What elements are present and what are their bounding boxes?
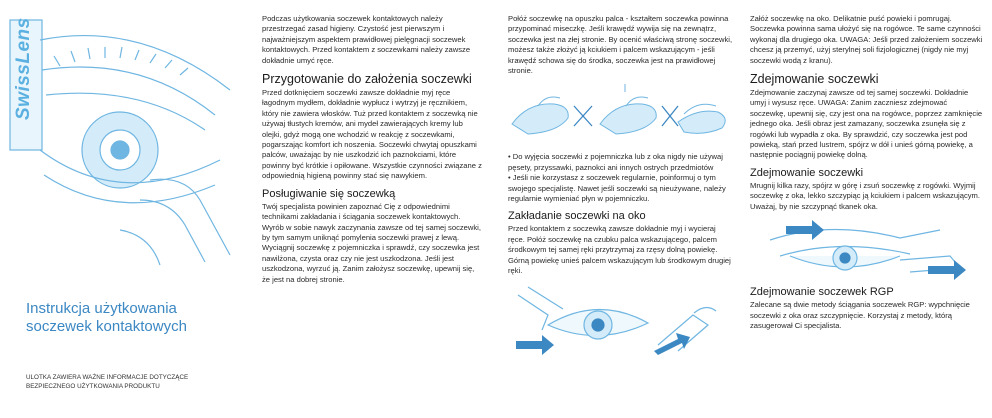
heading-removal-1: Zdejmowanie soczewki (750, 72, 879, 87)
insert-text: Przed kontaktem z soczewką zawsze dokładnie myj i wycieraj ręce. Połóż soczewkę na czubku palca wskazującego, palcem środkowym tej samej ręki przytrzymaj za rzęsy dolną powiekę. Górną powiekę unieś palcem wskazującym lub środkowym drugiej ręki. (508, 224, 731, 276)
arrow-icon (786, 220, 966, 280)
brand-logo: SwissLens (13, 17, 34, 120)
handling-text: Twój specjalista powinien zapoznać Cię z odpowiednimi technikami zakładania i ściągania soczewek kontaktowych. Wyrób w sobie nawyk zaczynania zawsze od tej samej soczewki, by tym samym uniknąć pomylenia soczewki prawej z lewą. Wyciągnij soczewkę z pojemniczka i sprawdź, czy soczewka jest nawilżona, czysta oraz czy nie jest uszkodzona. Jeśli jest uszkodzona, wyrzuć ją. Zanim założysz soczewkę, upewnij się, że jest na dobrej stronie. (262, 201, 481, 284)
column-3 (494, 0, 742, 418)
removal-1-text: Zdejmowanie zaczynaj zawsze od tej samej soczewki. Dokładnie umyj i wysusz ręce. UWAGA: Zanim zaczniesz zdejmować soczewkę, upewnij się, czy jest ona na rogówce, poprzez zamknięcie jednego oka. Jeśli obraz jest zamazany, soczewka zsunęła się z rogówki lub wypadła z oka. By sprawdzić, czy soczewka jest pod powieką, stań przed lustrem, spójrz w dół i unieś górną powiekę, a następnie pociągnij powiekę dolną. (750, 88, 983, 160)
cover-note: ULOTKA ZAWIERA WAŻNE INFORMACJE DOTYCZĄCE BEZPIECZNEGO UŻYTKOWANIA PRODUKTU (26, 374, 189, 390)
column-2 (246, 0, 494, 418)
preparation-text: Przed dotknięciem soczewki zawsze dokładnie myj ręce łagodnym mydłem, dokładnie wypłucz i wytrzyj je ręcznikiem, który nie zawiera włosków. Tuż przed kontaktem z soczewką nie używaj tłustych kremów, ani mydeł zawierających kremy lub olejki, gdyż mogą one wchodzić w reakcję z soczewkami, pogarszając komfort ich noszenia. Soczewki chwytaj opuszkami palców, uważając by nie uszkodzić ich paznokciami, które powinny być krótkie i opiłowane. Wszystkie czynności związane z odpowiednią higieną powinny stać się nawykiem. (262, 88, 482, 181)
lens-side-text: Połóż soczewkę na opuszku palca - kształtem soczewka powinna przypominać miseczkę. Jeśli krawędź wywija się na zewnątrz, soczewka jest na złej stronie. By ocenić właściwą stronę soczewki, możesz także złożyć ją kciukiem i palcem wskazującym - jeśli krawędź schowa się do środka, soczewka jest na prawidłowej stronie. (508, 14, 733, 76)
eye-cover-illustration (0, 0, 246, 270)
lens-on-finger-illustration (508, 84, 734, 146)
intro-text: Podczas użytkowania soczewek kontaktowych należy przestrzegać zasad higieny. Czystość jest pierwszym i najważniejszym aspektem prawidłowej pielęgnacji soczewek kontaktowych. Przed kontaktem z soczewkami należy zawsze dokładnie umyć ręce. (262, 14, 471, 65)
heading-handling: Posługiwanie się soczewką (262, 187, 396, 200)
cover-title: Instrukcja użytkowania soczewek kontaktowych (26, 300, 187, 335)
bullet-no-tweezers: • Do wyjęcia soczewki z pojemniczka lub z oka nigdy nie używaj pęsety, przyssawki, paznokci ani innych ostrych przedmiotów (508, 152, 723, 172)
heading-removal-2: Zdejmowanie soczewki (750, 166, 864, 179)
eye-remove-illustration (750, 220, 984, 280)
cover-panel (0, 0, 246, 418)
rgp-text: Zalecane są dwie metody ściągania soczewek RGP: wypchnięcie soczewki z oka oraz szczypnięcie. Korzystaj z metody, którą zasugerował Ci specjalista. (750, 300, 970, 330)
insert-finish-text: Załóż soczewkę na oko. Delikatnie puść powieki i pomrugaj. Soczewka powinna sama ułożyć się na rogówce. Te same czynności wykonaj dla drugiego oka. UWAGA: Jeśli przed założeniem soczewki chcesz ją przemyć, użyj sterylnej soli fizjologicznej (nigdy nie myj soczewki wodą z kranu). (750, 14, 983, 65)
eye-insert-illustration (508, 285, 734, 355)
removal-2-text: Mrugnij kilka razy, spójrz w górę i zsuń soczewkę z rogówki. Wyjmij soczewkę z oka, lekko szczypiąc ją kciukiem i palcem wskazującym. Uważaj, by nie szczypnąć tkanek oka. (750, 180, 980, 211)
bullet-irregular-use: • Jeśli nie korzystasz z soczewek regularnie, poinformuj o tym swojego specjalistę. Nawet jeśli soczewki są nieużywane, należy regularnie wymieniać płyn w pojemniczku. (508, 173, 726, 204)
heading-insert: Zakładanie soczewki na oko (508, 210, 646, 223)
heading-preparation: Przygotowanie do założenia soczewki (262, 72, 472, 87)
heading-rgp: Zdejmowanie soczewek RGP (750, 286, 894, 299)
column-4 (742, 0, 992, 418)
